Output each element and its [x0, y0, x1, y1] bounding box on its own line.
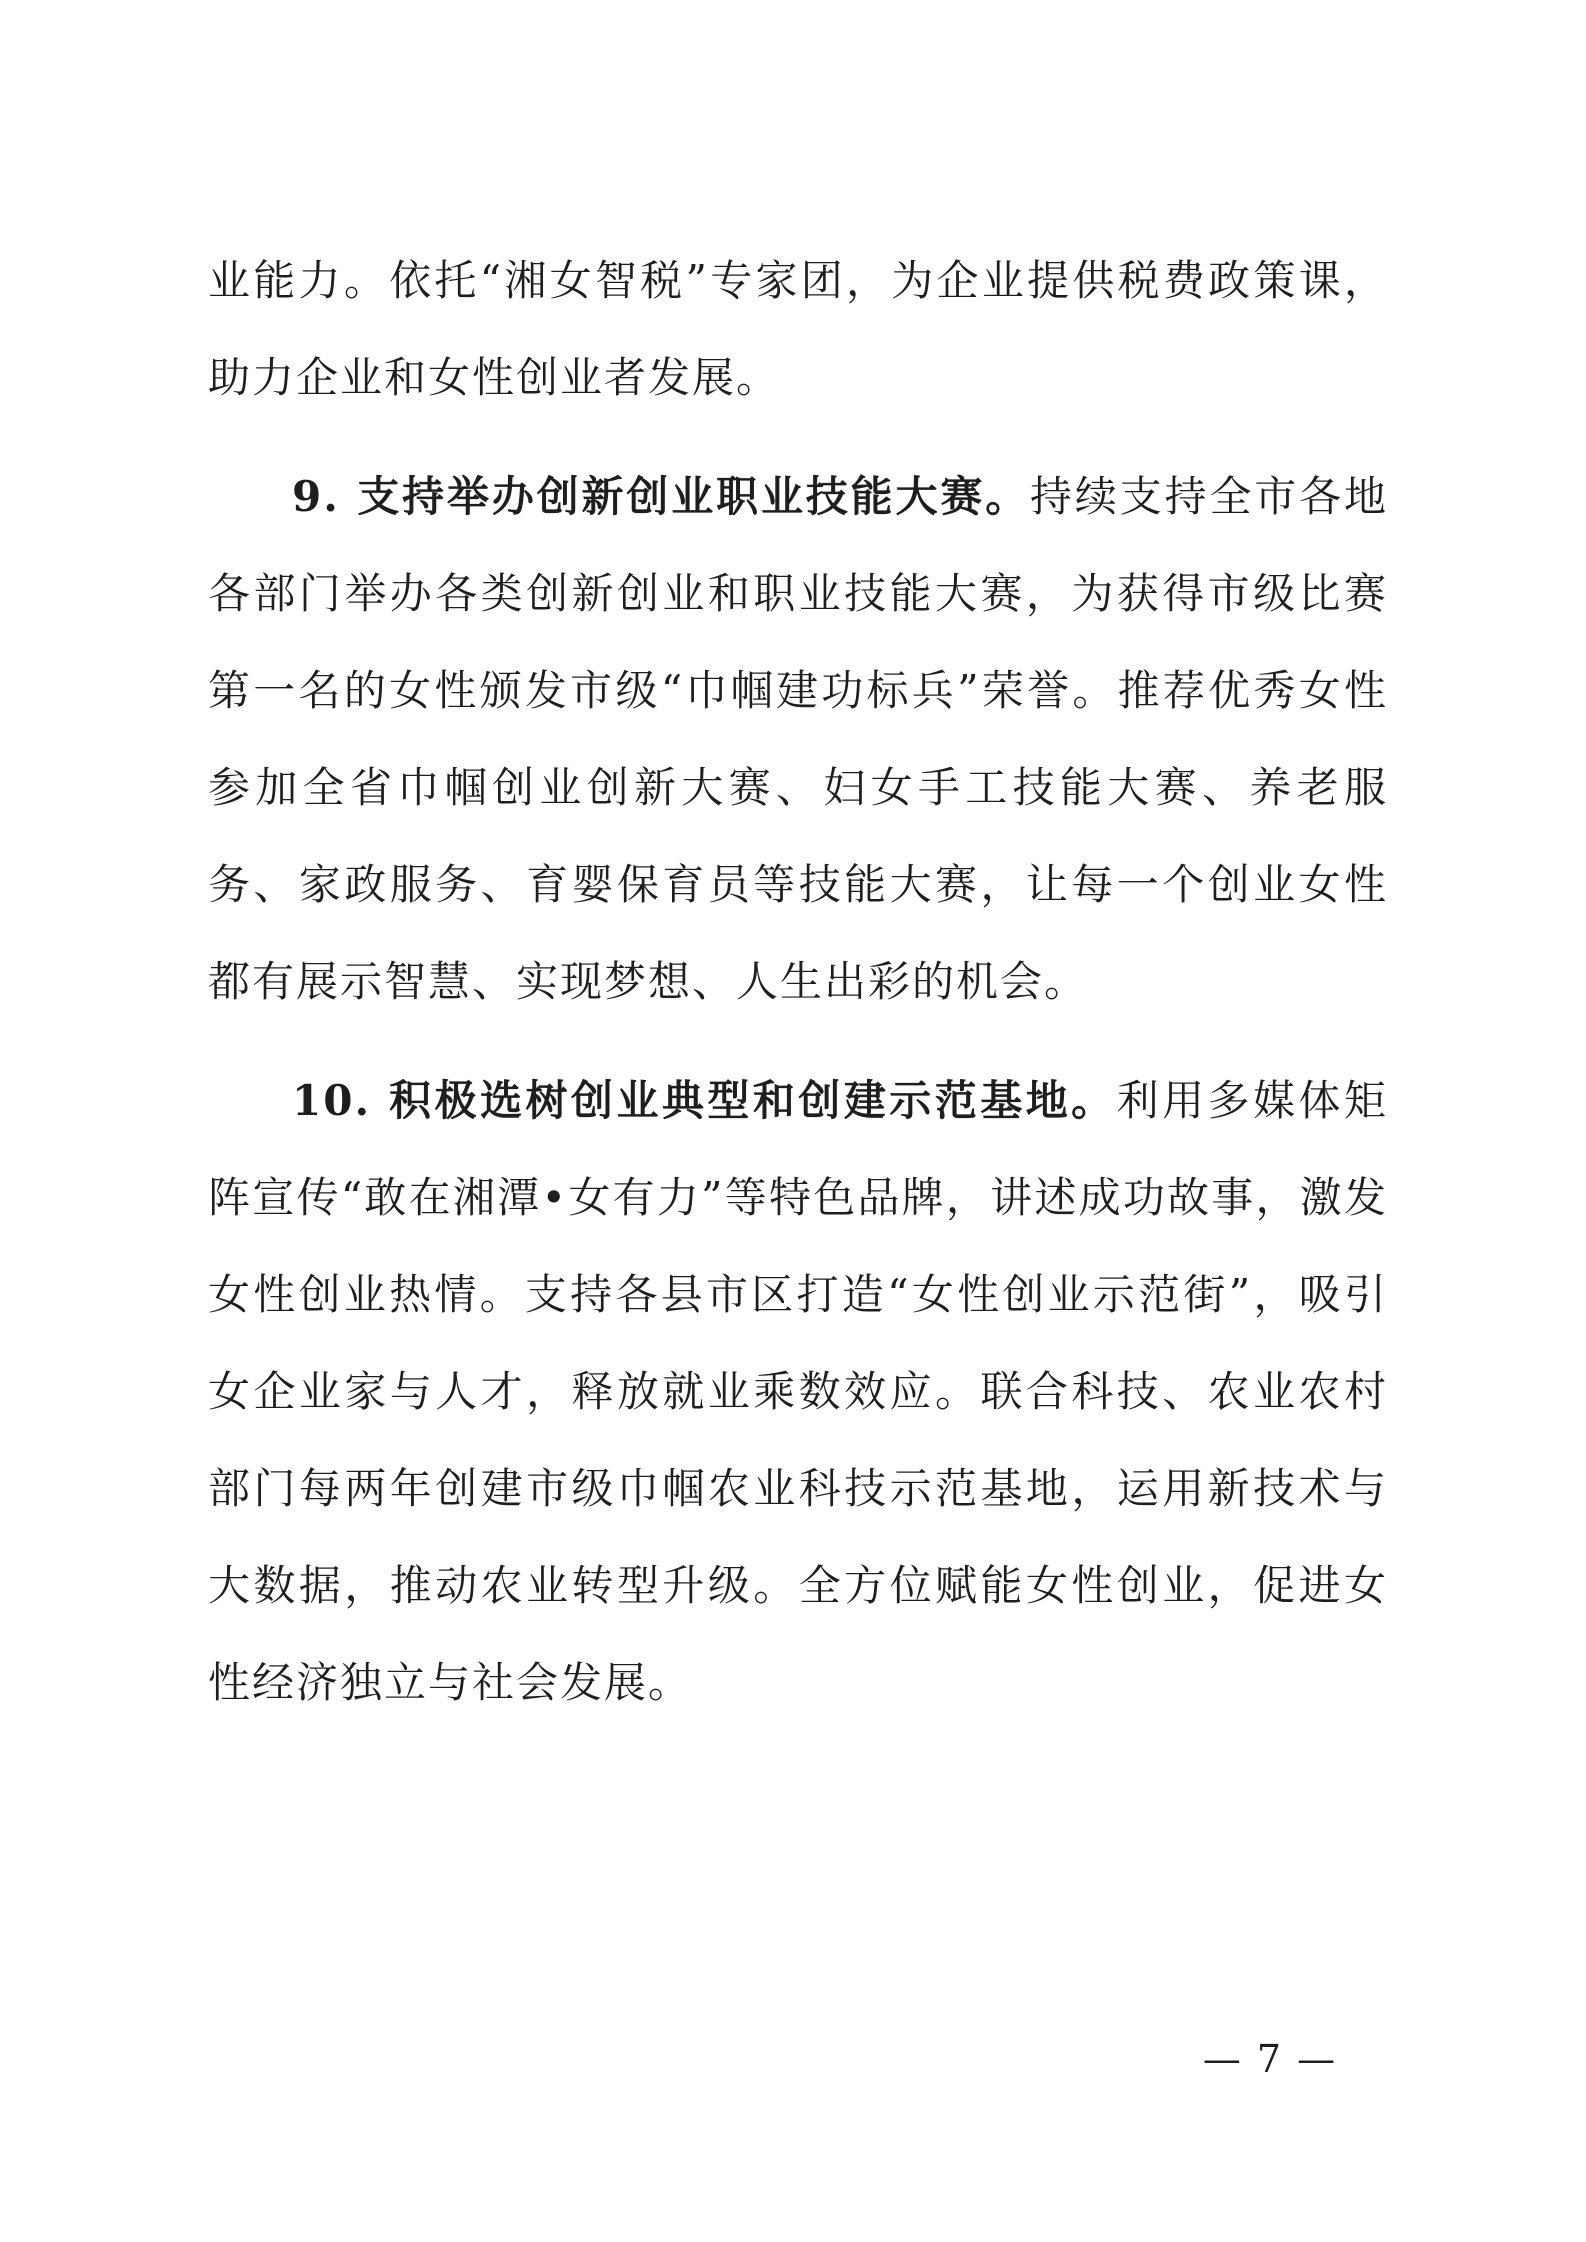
paragraph-text: 利用多媒体矩阵宣传“敢在湘潭•女有力”等特色品牌，讲述成功故事，激发女性创业热情。支持各县市区打造“女性创业示范街”，吸引女企业家与人才，释放就业乘数效应。联合科技、农业农村部门每两年创建市级巾帼农业科技示范基地，运用新技术与大数据，推动农业转型升级。全方位赋能女性创业，促进女性经济独立与社会发展。: [208, 1076, 1388, 1707]
paragraph-item-10: [208, 1052, 1388, 1731]
page-number: — 7 —: [1202, 2037, 1338, 2081]
paragraph-heading: 9. 支持举办创新创业职业技能大赛。: [292, 472, 1031, 521]
paragraph-item-9: [208, 448, 1388, 1030]
paragraph-continuation: [208, 232, 1388, 426]
paragraph-heading: 10. 积极选树创业典型和创建示范基地。: [292, 1076, 1117, 1125]
paragraph-text: 业能力。依托“湘女智税”专家团，为企业提供税费政策课，助力企业和女性创业者发展。: [208, 256, 1388, 402]
paragraph-text: 持续支持全市各地各部门举办各类创新创业和职业技能大赛，为获得市级比赛第一名的女性颁发市级“巾帼建功标兵”荣誉。推荐优秀女性参加全省巾帼创业创新大赛、妇女手工技能大赛、养老服务、家政服务、育婴保育员等技能大赛，让每一个创业女性都有展示智慧、实现梦想、人生出彩的机会。: [208, 472, 1388, 1006]
document-body: [208, 232, 1388, 1753]
